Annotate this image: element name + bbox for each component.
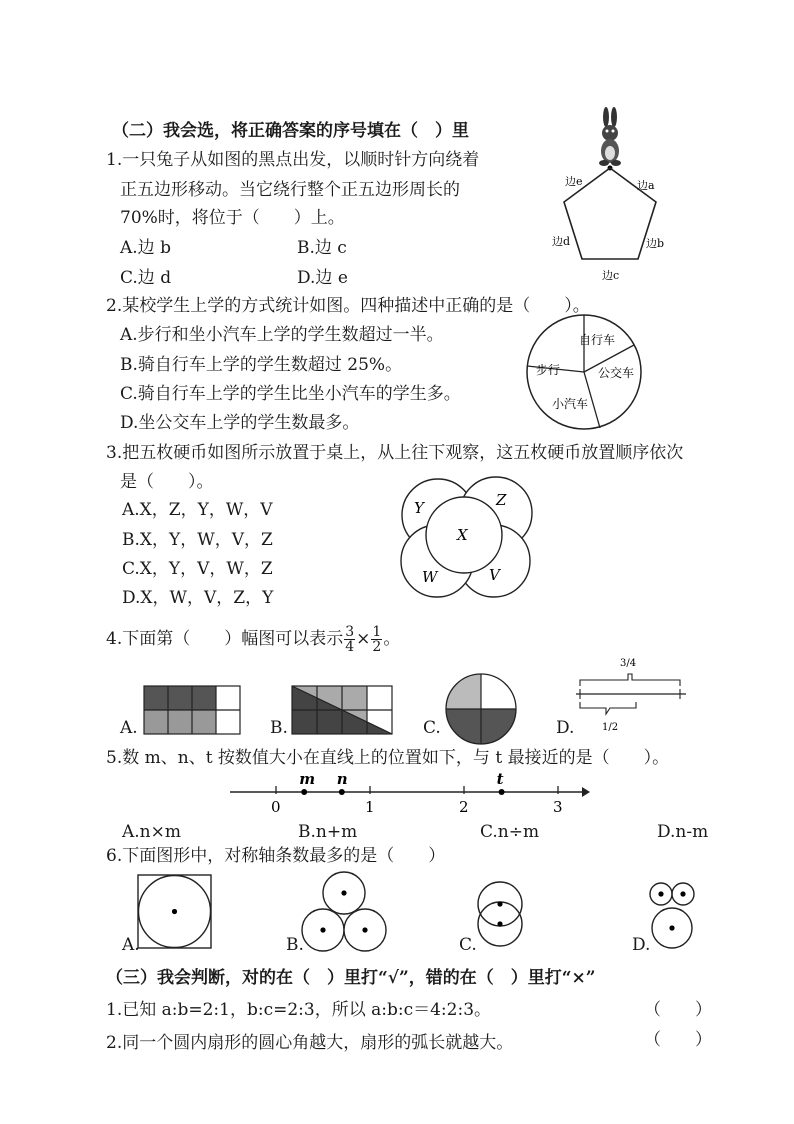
q6-figure-d[interactable] bbox=[648, 880, 698, 952]
q5-option-c[interactable]: C.n÷m bbox=[480, 822, 540, 842]
q1-line1: 1.一只兔子从如图的黑点出发，以顺时针方向绕着 bbox=[106, 150, 480, 170]
coin-label-z: Z bbox=[496, 491, 507, 509]
q1-option-a[interactable]: A.边 b bbox=[120, 238, 171, 258]
tick-label: 0 bbox=[271, 798, 281, 816]
coin-label-y: Y bbox=[414, 499, 424, 517]
d-bottom-fraction-label: 1/2 bbox=[602, 722, 619, 733]
fraction-numerator: 3 bbox=[345, 624, 355, 640]
q3-option-c[interactable]: C.X，Y，V，W，Z bbox=[122, 559, 273, 579]
q4-figure-b[interactable] bbox=[292, 686, 392, 736]
q5-option-b[interactable]: B.n+m bbox=[298, 822, 358, 842]
q6-option-d[interactable]: D. bbox=[632, 935, 651, 955]
fraction-denominator: 2 bbox=[372, 639, 382, 655]
q4-figure-a[interactable] bbox=[144, 686, 240, 736]
s3-q2-answer-paren[interactable]: （ ） bbox=[644, 1030, 712, 1050]
point-label-n: n bbox=[336, 770, 348, 788]
number-line bbox=[230, 770, 590, 820]
point-label-m: m bbox=[299, 770, 316, 788]
pie-label-bike: 自行车 bbox=[579, 333, 616, 347]
edge-label-e: 边e bbox=[565, 175, 583, 188]
q2-option-d[interactable]: D.坐公交车上学的学生数最多。 bbox=[120, 413, 360, 433]
q4-figure-c[interactable] bbox=[444, 672, 518, 746]
q1-option-d[interactable]: D.边 e bbox=[297, 268, 348, 288]
q6-figure-b[interactable] bbox=[300, 870, 388, 954]
q1-option-b[interactable]: B.边 c bbox=[297, 238, 347, 258]
pie-label-walk: 步行 bbox=[536, 363, 561, 377]
q3-option-d[interactable]: D.X，W，V，Z，Y bbox=[122, 588, 274, 608]
q4-prefix: 4.下面第（ ）幅图可以表示 bbox=[106, 629, 344, 649]
coin-label-w: W bbox=[422, 568, 438, 586]
q4-line1 bbox=[106, 622, 400, 656]
edge-label-a: 边a bbox=[637, 179, 655, 192]
tick-label: 1 bbox=[365, 798, 375, 816]
q6-figure-a[interactable] bbox=[137, 874, 213, 950]
q5-option-a[interactable]: A.n×m bbox=[122, 822, 181, 842]
edge-label-b: 边b bbox=[646, 237, 665, 250]
arrow-right-icon bbox=[582, 787, 590, 797]
q4-option-a[interactable]: A. bbox=[120, 718, 138, 738]
q4-option-d[interactable]: D. bbox=[556, 718, 575, 738]
q2-option-a[interactable]: A.步行和坐小汽车上学的学生数超过一半。 bbox=[120, 325, 444, 345]
fraction-denominator: 4 bbox=[345, 639, 355, 655]
transport-pie-chart bbox=[524, 312, 644, 432]
q4-suffix: 。 bbox=[383, 629, 401, 649]
times-sign: × bbox=[356, 629, 371, 649]
q1-line2: 正五边形移动。当它绕行整个正五边形周长的 bbox=[120, 180, 460, 200]
point-n bbox=[339, 789, 345, 795]
s3-q1: 1.已知 a:b=2:1，b:c=2:3，所以 a:b:c＝4:2:3。 bbox=[106, 1000, 492, 1020]
q2-option-c[interactable]: C.骑自行车上学的学生比坐小汽车的学生多。 bbox=[120, 384, 461, 404]
q4-option-b[interactable]: B. bbox=[270, 718, 288, 738]
q2-line1: 2.某校学生上学的方式统计如图。四种描述中正确的是（ ）。 bbox=[106, 296, 590, 316]
q3-option-a[interactable]: A.X，Z，Y，W，V bbox=[122, 500, 273, 520]
point-m bbox=[301, 789, 307, 795]
tick-label: 3 bbox=[553, 798, 563, 816]
section-3-heading: （三）我会判断，对的在（ ）里打“√”，错的在（ ）里打“×” bbox=[106, 968, 596, 988]
coins-figure bbox=[400, 475, 535, 600]
q4-figure-d[interactable] bbox=[576, 656, 688, 736]
edge-label-c: 边c bbox=[602, 269, 620, 282]
coin-label-x: X bbox=[457, 526, 468, 544]
fraction-numerator: 1 bbox=[372, 624, 382, 640]
point-t bbox=[499, 789, 505, 795]
q6-option-a[interactable]: A. bbox=[122, 935, 140, 955]
q6-option-b[interactable]: B. bbox=[286, 935, 304, 955]
q5-line1: 5.数 m、n、t 按数值大小在直线上的位置如下，与 t 最接近的是（ ）。 bbox=[106, 748, 670, 768]
q6-figure-c[interactable] bbox=[476, 880, 526, 950]
s3-q2: 2.同一个圆内扇形的圆心角越大，扇形的弧长就越大。 bbox=[106, 1033, 514, 1053]
rabbit-icon bbox=[599, 107, 621, 166]
pentagon-figure bbox=[540, 105, 690, 290]
q6-line1: 6.下面图形中，对称轴条数最多的是（ ） bbox=[106, 846, 446, 866]
tick-label: 2 bbox=[459, 798, 469, 816]
d-top-fraction-label: 3/4 bbox=[620, 658, 637, 669]
q5-option-d[interactable]: D.n-m bbox=[657, 822, 709, 842]
q2-option-b[interactable]: B.骑自行车上学的学生数超过 25%。 bbox=[120, 355, 403, 375]
q3-line2: 是（ ）。 bbox=[120, 472, 214, 492]
fraction-one-half bbox=[371, 625, 382, 654]
edge-label-d: 边d bbox=[552, 235, 571, 248]
fraction-three-quarters bbox=[344, 625, 355, 654]
q3-option-b[interactable]: B.X，Y，W，V，Z bbox=[122, 530, 273, 550]
pie-label-car: 小汽车 bbox=[552, 397, 589, 411]
q1-line3: 70%时，将位于（ ）上。 bbox=[120, 208, 345, 228]
q1-option-c[interactable]: C.边 d bbox=[120, 268, 172, 288]
pie-label-bus: 公交车 bbox=[598, 366, 635, 380]
q6-option-c[interactable]: C. bbox=[459, 935, 477, 955]
s3-q1-answer-paren[interactable]: （ ） bbox=[644, 1000, 712, 1020]
coin-label-v: V bbox=[489, 566, 500, 584]
q4-option-c[interactable]: C. bbox=[423, 718, 441, 738]
section-2-heading: （二）我会选，将正确答案的序号填在（ ）里 bbox=[112, 121, 469, 141]
point-label-t: t bbox=[496, 770, 504, 788]
q3-line1: 3.把五枚硬币如图所示放置于桌上，从上往下观察，这五枚硬币放置顺序依次 bbox=[106, 443, 684, 463]
